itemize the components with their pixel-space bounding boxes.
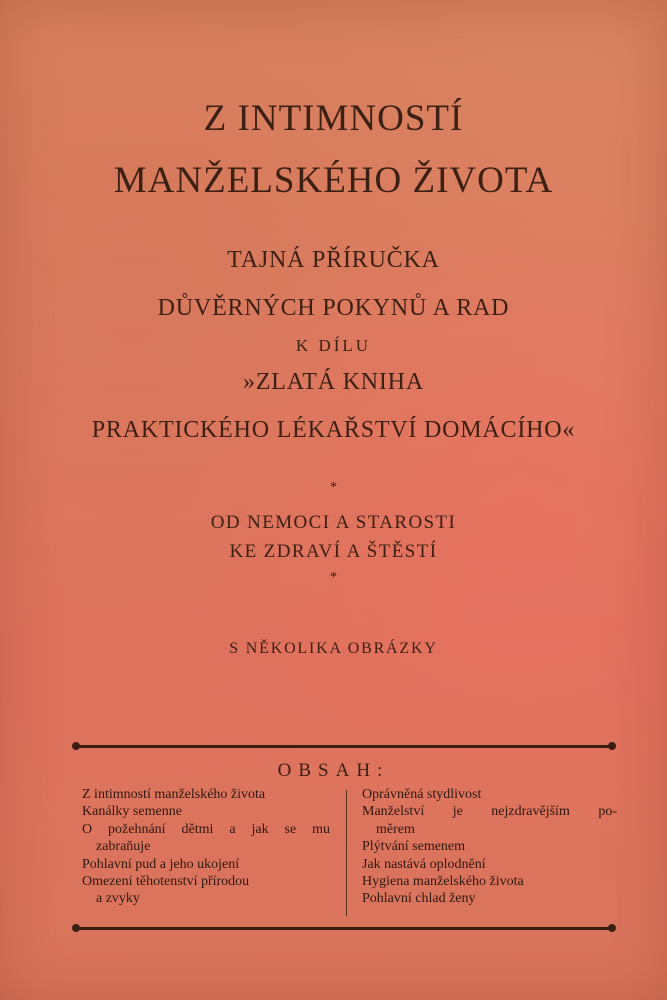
tagline-line: KE ZDRAVÍ A ŠTĚSTÍ bbox=[229, 541, 438, 562]
toc-item-text: O požehnání dětmi a jak se mu bbox=[82, 821, 330, 837]
ornamental-rule bbox=[78, 927, 610, 930]
toc-item bbox=[362, 873, 617, 890]
toc-item bbox=[82, 786, 330, 803]
subtitle-line: K DÍLU bbox=[295, 336, 372, 355]
toc-item-continuation: a zvyky bbox=[96, 891, 140, 907]
toc-item bbox=[362, 856, 617, 873]
title-line: MANŽELSKÉHO ŽIVOTA bbox=[113, 160, 554, 201]
toc-right-column bbox=[362, 786, 617, 908]
toc-item-text: Kanálky semenne bbox=[82, 804, 182, 820]
toc-item-text: Plýtvání semenem bbox=[362, 839, 466, 855]
subtitle-line: TAJNÁ PŘÍRUČKA bbox=[227, 247, 440, 273]
subtitle-line: PRAKTICKÉHO LÉKAŘSTVÍ DOMÁCÍHO« bbox=[91, 417, 576, 443]
toc-item-text: Manželství je nejzdravějším po- bbox=[362, 804, 617, 820]
tagline-line: OD NEMOCI A STAROSTI bbox=[210, 512, 457, 533]
toc-item bbox=[362, 890, 617, 907]
ornamental-rule bbox=[78, 745, 610, 748]
toc-item-text: Pohlavní chlad ženy bbox=[362, 891, 476, 907]
toc-item bbox=[362, 803, 617, 838]
star-ornament: * bbox=[330, 570, 337, 585]
toc-item bbox=[82, 856, 330, 873]
toc-item bbox=[82, 803, 330, 820]
toc-item bbox=[362, 786, 617, 803]
subtitle-block bbox=[0, 236, 667, 454]
tagline bbox=[0, 508, 667, 566]
toc-left-column bbox=[82, 786, 330, 908]
column-divider bbox=[346, 790, 347, 916]
toc-item bbox=[82, 873, 330, 908]
book-title bbox=[0, 88, 667, 212]
toc-item-text: Oprávněná stydlivost bbox=[362, 787, 482, 802]
toc-item-text: Omezení těhotenství přírodou bbox=[82, 874, 250, 890]
toc-item bbox=[82, 821, 330, 856]
title-line: Z INTIMNOSTÍ bbox=[203, 98, 464, 139]
toc-item bbox=[362, 838, 617, 855]
toc-item-continuation: zabraňuje bbox=[96, 839, 151, 855]
toc-heading: OBSAH: bbox=[277, 760, 390, 781]
subtitle-line: »ZLATÁ KNIHA bbox=[243, 369, 424, 395]
toc-item-text: Z intimností manželského života bbox=[82, 787, 266, 802]
toc-item-text: Jak nastává oplodnění bbox=[362, 856, 486, 872]
illustrations-note: S NĚKOLIKA OBRÁZKY bbox=[229, 640, 438, 657]
toc-item-text: Hygiena manželského života bbox=[362, 874, 524, 890]
star-ornament: * bbox=[330, 480, 337, 495]
subtitle-line: DŮVĚRNÝCH POKYNŮ A RAD bbox=[157, 295, 510, 321]
toc-item-continuation: měrem bbox=[376, 821, 415, 837]
toc-item-text: Pohlavní pud a jeho ukojení bbox=[82, 856, 240, 872]
